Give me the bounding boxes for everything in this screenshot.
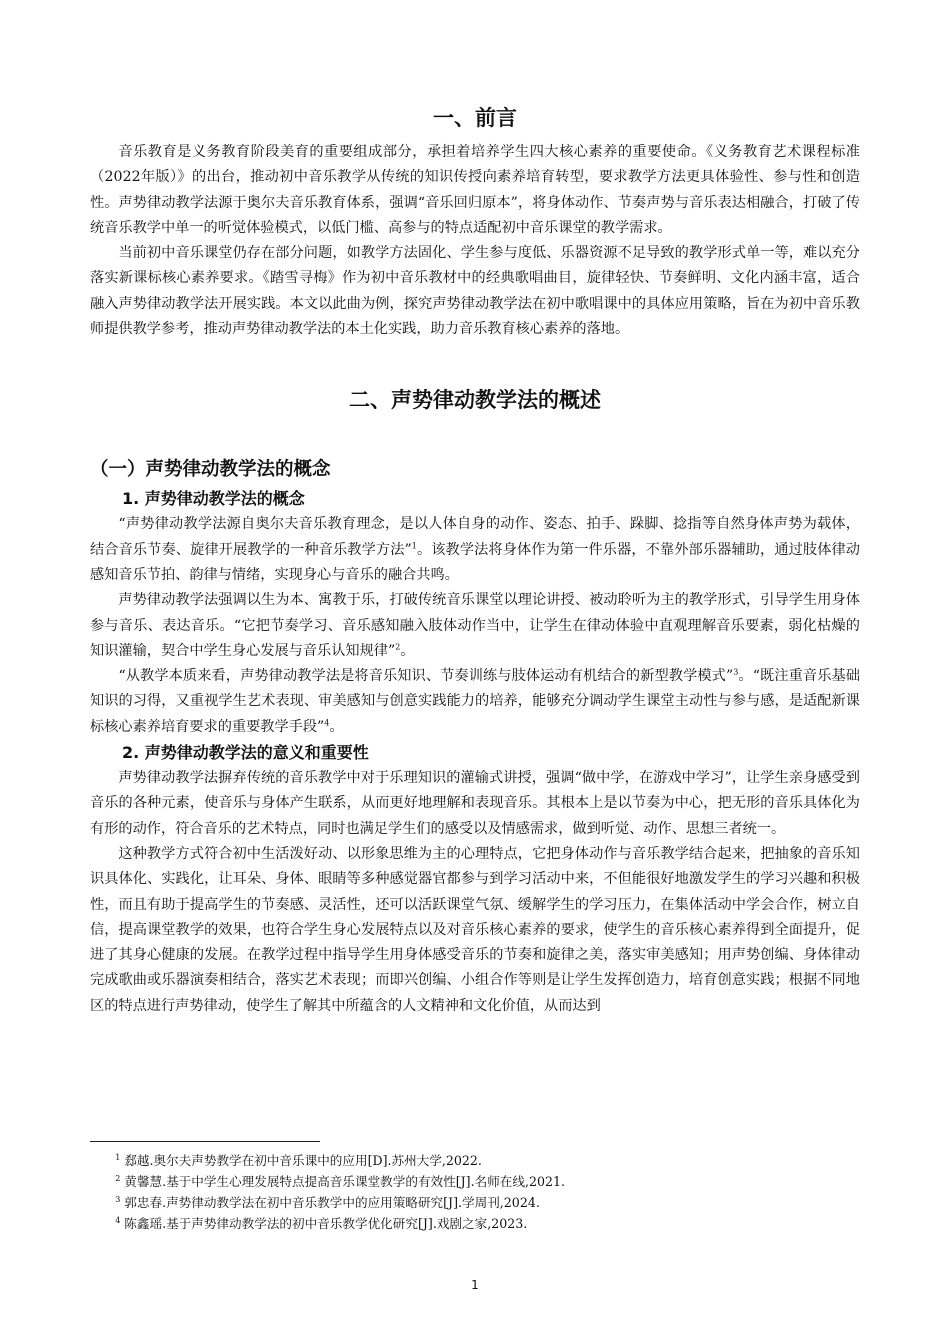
footnote-number: 3 bbox=[115, 1194, 121, 1204]
text-segment: “声势律动教学法源自奥尔夫音乐教育理念，是以人体自身的动作、姿态、拍手、跺脚、捻指等自然身体声势为载体，结合音乐节奏、旋律开展教学的一种音乐教学方法” bbox=[90, 516, 860, 558]
text-segment: 。 bbox=[400, 642, 415, 659]
subsubsection-title-significance: 2. 声势律动教学法的意义和重要性 bbox=[122, 743, 369, 763]
footnote-separator bbox=[90, 1141, 320, 1142]
paragraph-concept-3 bbox=[90, 664, 860, 740]
paragraph-concept-1 bbox=[90, 512, 860, 588]
subsubsection-title-concept: 1. 声势律动教学法的概念 bbox=[122, 489, 305, 509]
footnote-number: 4 bbox=[115, 1215, 121, 1225]
text-segment: 。 bbox=[329, 718, 344, 735]
paragraph-significance-1: 声势律动教学法摒弃传统的音乐教学中对于乐理知识的灌输式讲授，强调“做中学，在游戏中学习”，让学生亲身感受到音乐的各种元素，使音乐与身体产生联系，从而更好地理解和表现音乐。其根本上是以节奏为中心，把无形的音乐具体化为有形的动作，符合音乐的艺术特点，同时也满足学生们的感受以及情感需求，做到听觉、动作、思想三者统一。 bbox=[90, 770, 860, 837]
footnote bbox=[90, 1213, 860, 1234]
paragraph-significance-2: 这种教学方式符合初中生活泼好动、以形象思维为主的心理特点，它把身体动作与音乐教学结合起来，把抽象的音乐知识具体化、实践化，让耳朵、身体、眼睛等多种感觉器官都参与到学习活动中来，不但能很好地激发学生的学习兴趣和积极性，而且有助于提高学生的节奏感、灵活性，还可以活跃课堂气氛、缓解学生的学习压力，在集体活动中学会合作，树立自信，提高课堂教学的效果，也符合学生身心发展特点以及对音乐核心素养的要求，使学生的音乐核心素养得到全面提升，促进了其身心健康的发展。在教学过程中指导学生用身体感受音乐的节奏和旋律之美，落实审美感知；用声势创编、身体律动完成歌曲或乐器演奏相结合，落实艺术表现；而即兴创编、小组合作等则是让学生发挥创造力，培育创意实践；根据不同地区的特点进行声势律动，使学生了解其中所蕴含的人文精神和文化价值，从而达到 bbox=[90, 845, 860, 1014]
text-segment: 。该教学法将身体作为第一件乐器，不靠外部乐器辅助，通过肢体律动感知音乐节拍、韵律与情绪，实现身心与音乐的融合共鸣。 bbox=[90, 541, 860, 583]
document-body bbox=[90, 100, 860, 1019]
footnote-number: 1 bbox=[115, 1152, 121, 1162]
footnote-ref: 2 bbox=[395, 642, 401, 652]
text-segment: 。“既注重音乐基础知识的习得，又重视学生艺术表现、审美感知与创意实践能力的培养，能够充分调动学生课堂主动性与参与感，是适配新课标核心素养培育要求的重要教学手段” bbox=[90, 668, 860, 735]
text-segment: 声势律动教学法强调以生为本、寓教于乐，打破传统音乐课堂以理论讲授、被动聆听为主的教学形式，引导学生用身体参与音乐、表达音乐。“它把节奏学习、音乐感知融入肢体动作当中，让学生在律动体验中直观理解音乐要素，弱化枯燥的知识灌输，契合中学生身心发展与音乐认知规律” bbox=[90, 592, 860, 659]
section-title-overview: 二、声势律动教学法的概述 bbox=[349, 388, 601, 413]
footnotes bbox=[90, 1150, 860, 1234]
footnote bbox=[90, 1192, 860, 1213]
footnote-text: 郭忠春.声势律动教学法在初中音乐教学中的应用策略研究[J].学周刊,2024. bbox=[120, 1195, 540, 1210]
footnote-ref: 1 bbox=[411, 540, 417, 550]
paragraph-concept-2 bbox=[90, 588, 860, 664]
footnote bbox=[90, 1150, 860, 1171]
footnote-text: 陈鑫瑶.基于声势律动教学法的初中音乐教学优化研究[J].戏剧之家,2023. bbox=[120, 1216, 528, 1231]
footnote-ref: 3 bbox=[733, 667, 739, 677]
section-title-preface: 一、前言 bbox=[433, 106, 517, 130]
paragraph-preface-2: 当前初中音乐课堂仍存在部分问题，如教学方法固化、学生参与度低、乐器资源不足导致的教学形式单一等，难以充分落实新课标核心素养要求。《踏雪寻梅》作为初中音乐教材中的经典歌唱曲目，旋律轻快、节奏鲜明、文化内涵丰富，适合融入声势律动教学法开展实践。本文以此曲为例，探究声势律动教学法在初中歌唱课中的具体应用策略，旨在为初中音乐教师提供教学参考，推动声势律动教学法的本土化实践，助力音乐教育核心素养的落地。 bbox=[90, 245, 860, 338]
page-number: 1 bbox=[471, 1278, 479, 1292]
footnote-number: 2 bbox=[115, 1173, 121, 1183]
text-segment: “从教学本质来看，声势律动教学法是将音乐知识、节奏训练与肢体运动有机结合的新型教学模式” bbox=[118, 668, 734, 685]
paragraph-preface-1: 音乐教育是义务教育阶段美育的重要组成部分，承担着培养学生四大核心素养的重要使命。《义务教育艺术课程标准（2022年版）》的出台，推动初中音乐教学从传统的知识传授向素养培育转型，要求教学方法更具体验性、参与性和创造性。声势律动教学法源于奥尔夫音乐教育体系，强调“音乐回归原本”，将身体动作、节奏声势与音乐表达相融合，打破了传统音乐教学中单一的听觉体验模式，以低门槛、高参与的特点适配初中音乐课堂的教学需求。 bbox=[90, 144, 860, 236]
footnote-text: 郄越.奥尔夫声势教学在初中音乐课中的应用[D].苏州大学,2022. bbox=[120, 1153, 482, 1168]
footnote bbox=[90, 1171, 860, 1192]
footnote-ref: 4 bbox=[324, 718, 330, 728]
subsection-title-concept: （一）声势律动教学法的概念 bbox=[90, 459, 331, 481]
footnote-text: 黄馨慧.基于中学生心理发展特点提高音乐课堂教学的有效性[J].名师在线,2021. bbox=[120, 1174, 566, 1189]
